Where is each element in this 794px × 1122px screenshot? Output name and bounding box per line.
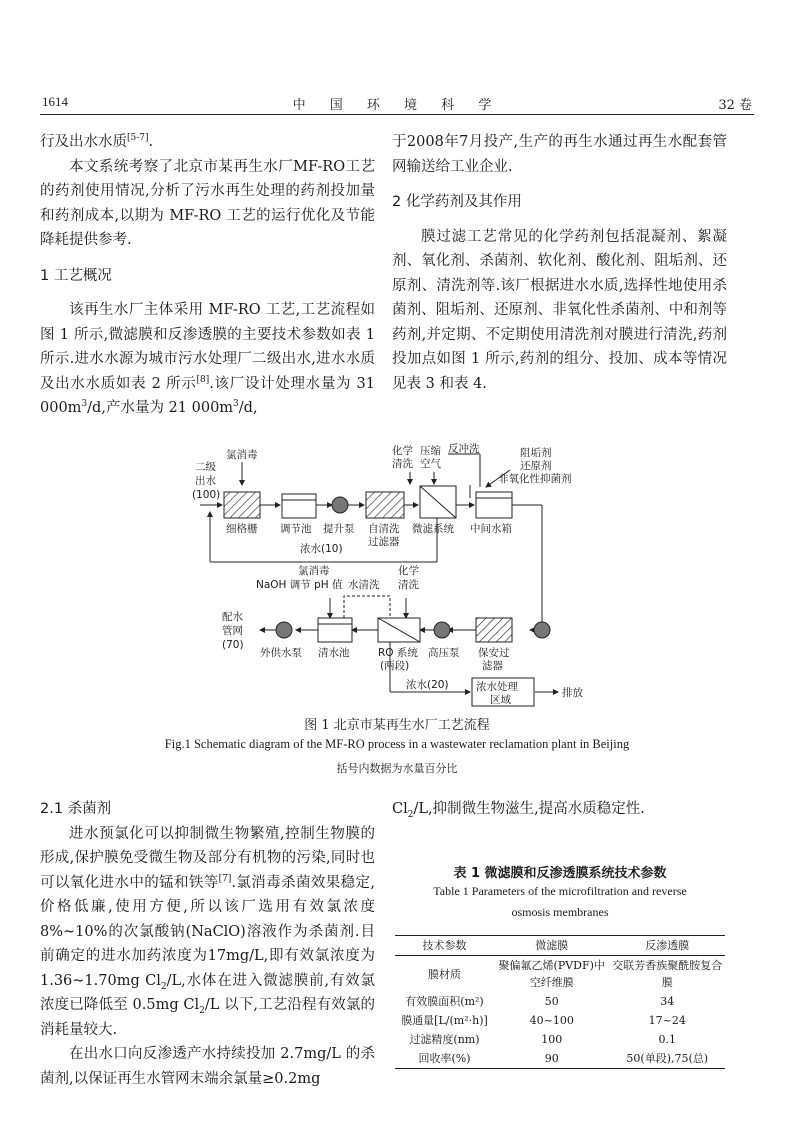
- table-cell: 交联芳香族聚酰胺复合膜: [612, 959, 723, 989]
- supply-pump: [276, 622, 292, 638]
- label-chem-clean: 化学: [398, 565, 419, 577]
- table-title-en: Table 1 Parameters of the microfiltration and reverse: [433, 884, 687, 898]
- label-concentrate-treatment: 浓水处理: [476, 681, 518, 693]
- label-ro: RO 系统: [378, 647, 418, 659]
- right-column-bottom: [392, 797, 727, 822]
- table-row: [395, 1030, 725, 1049]
- label-mid-tank: 中间水箱: [470, 523, 512, 535]
- label-screen: 细格栅: [226, 523, 258, 535]
- label-chem-clean: 化学: [392, 445, 413, 457]
- label-self-clean: 自清洗: [368, 523, 400, 535]
- journal-name: 中 国 环 境 科 学: [292, 98, 502, 113]
- label-concentrate-20: 浓水(20): [406, 679, 449, 691]
- label-concentrate-10: 浓水(10): [300, 543, 343, 555]
- self-cleaning-filter: [366, 492, 404, 518]
- table-cell: 膜通量[L/(m²·h)]: [401, 1014, 488, 1027]
- table-header-row: [395, 936, 725, 956]
- label-inflow: 出水: [195, 475, 216, 487]
- label-clear-tank: 清水池: [318, 647, 350, 659]
- intermediate-tank: [476, 492, 512, 518]
- page-number: 1614: [42, 94, 68, 109]
- label-chlorine: 氯消毒: [298, 565, 330, 577]
- left-column-bottom: [40, 797, 375, 1091]
- cartridge-filter: [476, 618, 512, 642]
- table-cell: 过滤精度(nm): [409, 1033, 480, 1046]
- paragraph: 进水预氯化可以抑制微生物繁殖,控制生物膜的形成,保护膜免受微生物及部分有机物的污染,同时也可以氧化进水中的锰和铁等[7].氯消毒杀菌效果稳定,价格低廉,使用方便,所以该厂选用有效氯浓度 8%~10%的次氯酸钠(NaClO)溶液作为杀菌剂.目前确定的进水加药浓度为17mg/L,即有效氯浓度为 1.36~1.70mg $Cl_2/L$,水体在进入微滤膜前,有效氯浓度已降低至 0.5mg $Cl_2/L$ 以下,工艺沿程有效氯的消耗量较大.: [40, 825, 376, 1038]
- paragraph: 膜过滤工艺常见的化学药剂包括混凝剂、絮凝剂、氧化剂、杀菌剂、软化剂、酸化剂、阻垢剂、还原剂、清洗剂等.该厂根据进水水质,选择性地使用杀菌剂、阻垢剂、还原剂、非氧化性杀菌剂、中和剂等药剂,并定期、不定期使用清洗剂对膜进行清洗,药剂投加点如图 1 所示,药剂的组分、投加、成本等情况见表 3 和表 4.: [392, 228, 727, 392]
- label-mf: 微滤系统: [412, 523, 454, 535]
- label-self-clean: 过滤器: [368, 536, 400, 548]
- right-column-top: [392, 130, 727, 396]
- label-hp-pump: 高压泵: [428, 647, 460, 659]
- label-concentrate-treatment: 区域: [490, 694, 511, 706]
- table-cell: 90: [544, 1052, 559, 1065]
- parameters-table: [395, 935, 725, 1069]
- figure-caption-en: Fig.1 Schematic diagram of the MF-RO process in a wastewater reclamation plant in Beijing: [164, 737, 630, 751]
- label-comp-air: 空气: [420, 458, 441, 470]
- label-backwash: 反冲洗: [448, 443, 480, 455]
- high-pressure-pump: [434, 622, 450, 638]
- column-header: 微滤膜: [535, 939, 569, 952]
- table-cell: 34: [660, 995, 675, 1008]
- table-cell: 50(单段),75(总): [626, 1052, 709, 1065]
- column-header: 反渗透膜: [645, 939, 690, 952]
- lift-pump: [332, 497, 348, 513]
- label-chlorine: 氯消毒: [226, 449, 258, 461]
- table-cell: 50: [544, 995, 559, 1008]
- label-supply-pump: 外供水泵: [260, 647, 302, 659]
- label-reuse: 管网: [222, 625, 243, 637]
- label-reuse-percent: (70): [222, 639, 244, 651]
- paragraph: 在出水口向反渗透产水持续投加 2.7mg/L 的杀菌剂,以保证再生水管网末端余氯量≥0.2mg: [40, 1046, 375, 1087]
- section-heading: 2 化学药剂及其作用: [392, 194, 522, 210]
- table-title-cn: 表 1 微滤膜和反渗透膜系统技术参数: [453, 866, 667, 881]
- equalization-tank: [282, 494, 316, 518]
- paragraph: 行及出水水质[5-7].: [40, 133, 154, 150]
- paragraph: $Cl_2/L$,抑制微生物滋生,提高水质稳定性.: [392, 801, 645, 820]
- table-row: [395, 992, 725, 1011]
- label-water-wash: 水清洗: [348, 579, 380, 591]
- label-naoh: NaOH 调节 pH 值: [256, 579, 343, 591]
- section-heading: 2.1 杀菌剂: [40, 801, 112, 817]
- figure-note: 括号内数据为水量百分比: [336, 762, 458, 775]
- column-header: 技术参数: [422, 939, 467, 952]
- paragraph: 该再生水厂主体采用 MF-RO 工艺,工艺流程如图 1 所示,微滤膜和反渗透膜的主要技术参数如表 1 所示.进水水源为城市污水处理厂二级出水,进水水质及出水水质如表 2 所示[8].该厂设计处理水量为 31 $000m^3/d$,产水量为 21 $000m^3/d$,: [40, 302, 375, 416]
- label-discharge: 排放: [562, 687, 583, 699]
- table-row: [395, 956, 725, 993]
- volume: 32 卷: [718, 98, 752, 113]
- table-cell: 100: [541, 1033, 563, 1046]
- label-chem-clean: 清洗: [392, 458, 413, 470]
- label-ro: (两段): [380, 660, 410, 672]
- table-cell: 40~100: [529, 1014, 574, 1027]
- label-inflow: 二级: [195, 461, 216, 473]
- table-row: [395, 1049, 725, 1069]
- label-cartridge-filter: 滤器: [482, 660, 503, 672]
- transfer-pump: [534, 622, 550, 638]
- table-row: [395, 1011, 725, 1030]
- table-cell: 膜材质: [428, 967, 461, 981]
- section-heading: 1 工艺概况: [40, 267, 112, 284]
- label-reducer: 还原剂: [520, 460, 552, 472]
- label-comp-air: 压缩: [420, 445, 441, 457]
- table-cell: 有效膜面积(m²): [405, 995, 484, 1008]
- table-cell: 回收率(%): [418, 1052, 471, 1065]
- figure-caption-cn: 图 1 北京市某再生水厂工艺流程: [304, 718, 490, 733]
- label-chem-clean: 清洗: [398, 579, 419, 591]
- running-header: [40, 92, 754, 115]
- table-cell: 0.1: [658, 1033, 676, 1046]
- paragraph: 于2008年7月投产,生产的再生水通过再生水配套管网输送给工业企业.: [392, 134, 727, 175]
- table-cell: 17~24: [648, 1014, 686, 1027]
- label-equalize: 调节池: [280, 523, 312, 535]
- left-column-top: [40, 130, 375, 421]
- label-cartridge-filter: 保安过: [478, 647, 510, 659]
- fine-screen: [224, 492, 260, 518]
- table-title-en: osmosis membranes: [511, 905, 609, 919]
- clear-water-tank: [318, 618, 352, 642]
- label-non-oxidizing: 非氧化性抑菌剂: [498, 473, 572, 485]
- process-flow-diagram: [180, 440, 620, 710]
- label-inflow-percent: (100): [192, 489, 221, 501]
- label-scale-inhibitor: 阻垢剂: [520, 447, 552, 459]
- table-cell: 聚偏氟乙烯(PVDF)中空纤维膜: [498, 959, 605, 989]
- label-reuse: 配水: [222, 611, 243, 623]
- paragraph: 本文系统考察了北京市某再生水厂MF-RO工艺的药剂使用情况,分析了污水再生处理的药剂投加量和药剂成本,以期为 MF-RO 工艺的运行优化及节能降耗提供参考.: [40, 158, 375, 248]
- label-lift-pump: 提升泵: [323, 523, 355, 535]
